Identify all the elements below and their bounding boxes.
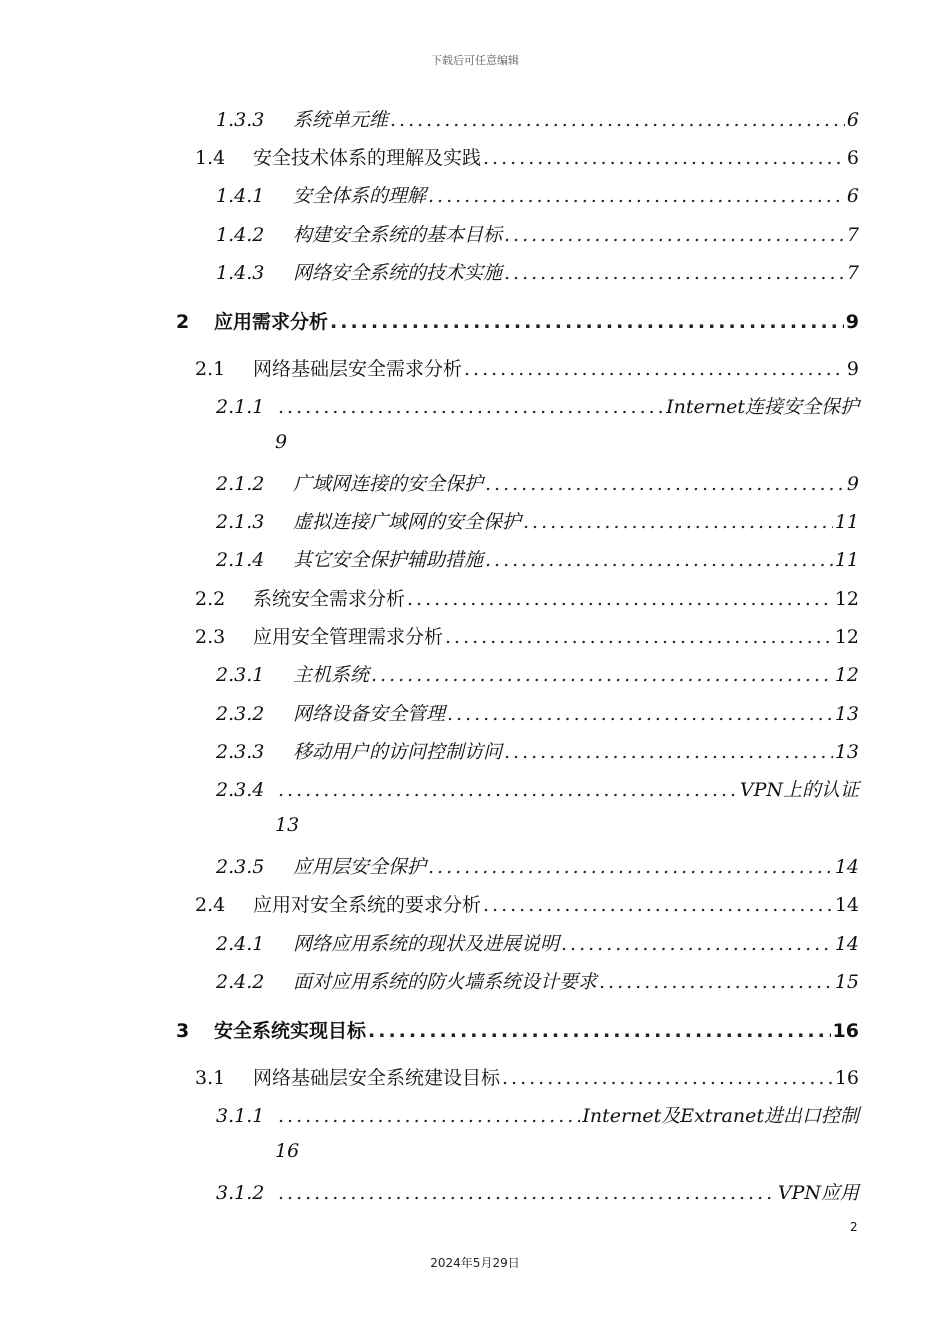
toc-page: 16 <box>834 1067 859 1089</box>
toc-leader <box>483 894 833 916</box>
page-footer-date: 2024年5月29日 <box>430 1256 520 1270</box>
toc-number: 3.1.1 <box>216 1105 265 1127</box>
toc-number: 1.3.3 <box>216 109 265 131</box>
toc-chapter-entry[interactable] <box>176 307 859 337</box>
toc-page: 9 <box>846 358 859 380</box>
toc-leader <box>502 1067 833 1089</box>
toc-page: Internet及Extranet进出口控制 <box>582 1105 859 1127</box>
toc-entry[interactable] <box>216 105 859 135</box>
toc-leader <box>278 1182 776 1204</box>
toc-page: 13 <box>834 703 859 725</box>
toc-number: 2.1 <box>195 358 226 380</box>
toc-page: VPN应用 <box>777 1182 859 1204</box>
toc-page: 14 <box>834 894 859 916</box>
toc-page: 14 <box>834 856 859 878</box>
toc-leader <box>278 1105 580 1127</box>
toc-page: 9 <box>846 473 859 495</box>
toc-entry[interactable] <box>216 545 859 575</box>
toc-number: 2.1.3 <box>216 511 265 533</box>
toc-entry[interactable] <box>216 1101 859 1131</box>
toc-leader <box>561 933 833 955</box>
toc-title: 应用需求分析 <box>214 311 329 333</box>
toc-number: 3.1 <box>195 1067 226 1089</box>
toc-leader <box>428 856 833 878</box>
toc-page: 14 <box>834 933 859 955</box>
toc-entry[interactable] <box>195 890 859 920</box>
toc-wrapped-page: 16 <box>275 1140 300 1162</box>
toc-leader <box>483 147 845 169</box>
toc-wrapped-page: 13 <box>275 814 300 836</box>
toc-number: 2.1.2 <box>216 473 265 495</box>
toc-page: 11 <box>834 511 859 533</box>
toc-title: 广域网连接的安全保护 <box>293 473 484 495</box>
toc-title: 安全系统实现目标 <box>214 1020 367 1042</box>
toc-title: 系统安全需求分析 <box>253 588 406 610</box>
toc-leader <box>368 1020 831 1042</box>
toc-number: 1.4.3 <box>216 262 265 284</box>
toc-number: 1.4.2 <box>216 224 265 246</box>
toc-title: 应用对安全系统的要求分析 <box>253 894 482 916</box>
toc-page: 6 <box>846 147 859 169</box>
toc-leader <box>445 626 833 648</box>
toc-number: 2 <box>176 311 190 333</box>
toc-page: 12 <box>834 664 859 686</box>
toc-title: 网络基础层安全需求分析 <box>253 358 463 380</box>
toc-number: 1.4 <box>195 147 226 169</box>
toc-title: 网络安全系统的技术实施 <box>293 262 503 284</box>
toc-page: VPN上的认证 <box>739 779 859 801</box>
toc-title: 虚拟连接广域网的安全保护 <box>293 511 522 533</box>
toc-number: 2.3.2 <box>216 703 265 725</box>
toc-number: 2.3.4 <box>216 779 265 801</box>
toc-page: 6 <box>846 109 859 131</box>
toc-leader <box>485 549 833 571</box>
toc-page: 7 <box>846 224 859 246</box>
toc-title: 移动用户的访问控制访问 <box>293 741 503 763</box>
toc-leader <box>330 311 844 333</box>
toc-page: Internet连接安全保护 <box>666 396 859 418</box>
toc-page: 12 <box>834 626 859 648</box>
toc-title: 网络设备安全管理 <box>293 703 446 725</box>
toc-leader <box>504 224 845 246</box>
toc-wrapped-page: 9 <box>275 431 288 453</box>
toc-entry[interactable] <box>216 737 859 767</box>
toc-leader <box>504 262 845 284</box>
toc-title: 网络基础层安全系统建设目标 <box>253 1067 501 1089</box>
toc-leader <box>278 779 738 801</box>
page-number: 2 <box>850 1220 858 1234</box>
toc-page: 13 <box>834 741 859 763</box>
toc-page: 6 <box>846 185 859 207</box>
toc-title: 主机系统 <box>293 664 370 686</box>
toc-title: 安全技术体系的理解及实践 <box>253 147 482 169</box>
toc-leader <box>407 588 833 610</box>
toc-number: 2.3.3 <box>216 741 265 763</box>
toc-leader <box>523 511 833 533</box>
toc-title: 安全体系的理解 <box>293 185 427 207</box>
toc-page: 12 <box>834 588 859 610</box>
toc-title: 构建安全系统的基本目标 <box>293 224 503 246</box>
toc-number: 2.4 <box>195 894 226 916</box>
toc-title: 面对应用系统的防火墙系统设计要求 <box>293 971 598 993</box>
toc-entry[interactable] <box>216 929 859 959</box>
toc-entry[interactable] <box>216 469 859 499</box>
toc-entry[interactable] <box>216 181 859 211</box>
toc-page: 11 <box>834 549 859 571</box>
toc-title: 系统单元维 <box>293 109 389 131</box>
toc-number: 2.1.1 <box>216 396 265 418</box>
toc-entry[interactable] <box>216 1178 859 1208</box>
toc-entry[interactable] <box>195 622 859 652</box>
toc-number: 2.3.5 <box>216 856 265 878</box>
toc-chapter-entry[interactable] <box>176 1016 859 1046</box>
toc-page: 16 <box>832 1020 859 1042</box>
toc-number: 3 <box>176 1020 190 1042</box>
toc-number: 1.4.1 <box>216 185 265 207</box>
toc-entry[interactable] <box>216 967 859 997</box>
toc-number: 2.2 <box>195 588 226 610</box>
toc-entry[interactable] <box>216 699 859 729</box>
toc-leader <box>599 971 833 993</box>
toc-entry[interactable] <box>216 220 859 250</box>
toc-number: 2.4.1 <box>216 933 265 955</box>
toc-leader <box>504 741 833 763</box>
toc-leader <box>447 703 833 725</box>
toc-title: 其它安全保护辅助措施 <box>293 549 484 571</box>
toc-number: 2.4.2 <box>216 971 265 993</box>
toc-title: 应用层安全保护 <box>293 856 427 878</box>
toc-leader <box>278 396 664 418</box>
toc-number: 3.1.2 <box>216 1182 265 1204</box>
toc-entry[interactable] <box>195 584 859 614</box>
toc-entry[interactable] <box>216 507 859 537</box>
page-header: 下载后可任意编辑 <box>431 54 519 67</box>
toc-entry[interactable] <box>195 143 859 173</box>
toc-leader <box>485 473 845 495</box>
toc-page: 7 <box>846 262 859 284</box>
toc-entry[interactable] <box>216 852 859 882</box>
toc-number: 2.3.1 <box>216 664 265 686</box>
toc-title: 网络应用系统的现状及进展说明 <box>293 933 560 955</box>
toc-leader <box>371 664 833 686</box>
toc-number: 2.3 <box>195 626 226 648</box>
toc-entry[interactable] <box>195 1063 859 1093</box>
toc-page: 9 <box>845 311 859 333</box>
toc-leader <box>390 109 845 131</box>
toc-entry[interactable] <box>216 392 859 422</box>
toc-entry[interactable] <box>216 660 859 690</box>
toc-entry[interactable] <box>216 258 859 288</box>
toc-entry[interactable] <box>216 775 859 805</box>
toc-number: 2.1.4 <box>216 549 265 571</box>
toc-title: 应用安全管理需求分析 <box>253 626 444 648</box>
toc-entry[interactable] <box>195 354 859 384</box>
toc-leader <box>464 358 845 380</box>
toc-page: 15 <box>834 971 859 993</box>
toc-leader <box>428 185 845 207</box>
